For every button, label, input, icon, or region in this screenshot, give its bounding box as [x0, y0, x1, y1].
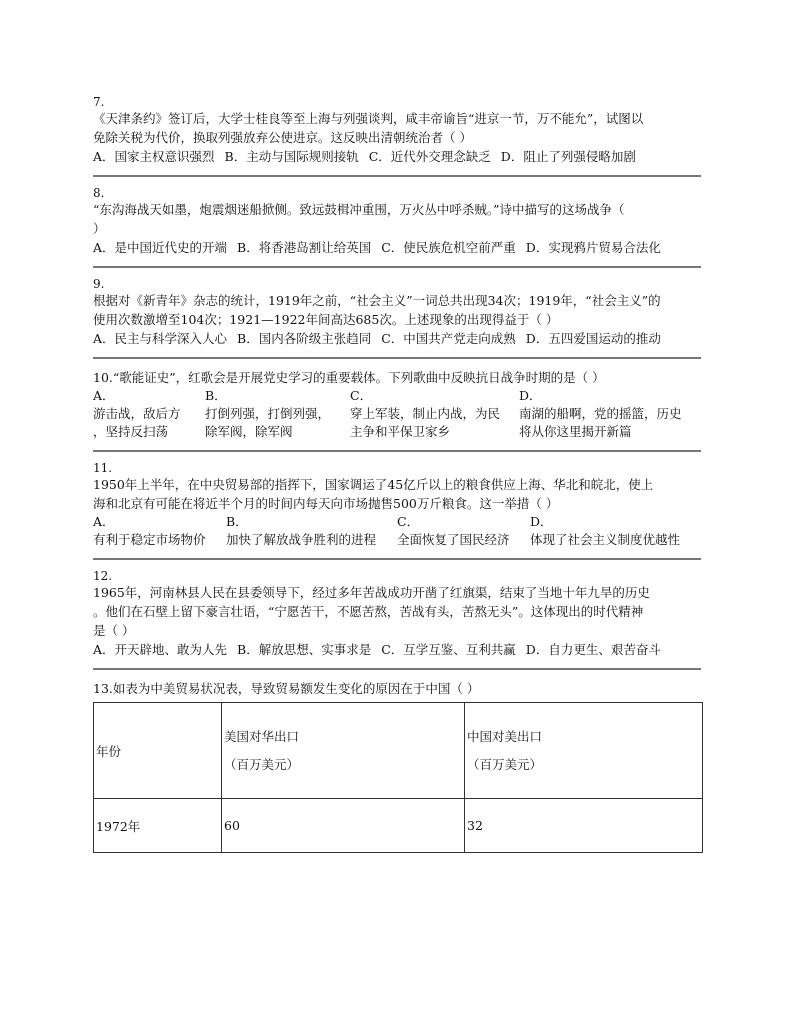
- option-a[interactable]: A．是中国近代史的开端: [93, 240, 228, 255]
- question-number: 7.: [93, 95, 105, 109]
- option-a[interactable]: [93, 513, 226, 549]
- header-line: （百万美元）: [467, 756, 543, 772]
- question-stem-line: 根据对《新青年》杂志的统计，1919年之前，“社会主义”一词总共出现34次；1919年，“社会主义”的: [93, 293, 661, 308]
- option-grid: [93, 387, 701, 441]
- question-10: [93, 368, 701, 441]
- option-d[interactable]: [519, 387, 682, 441]
- trade-table: [93, 702, 703, 853]
- option-c[interactable]: C．使民族危机空前严重: [381, 240, 516, 255]
- option-label: B．: [226, 514, 248, 529]
- question-stem-line: 是（ ）: [93, 623, 135, 638]
- exam-page: [93, 95, 701, 853]
- option-b[interactable]: B．国内各阶级主张趋同: [237, 331, 372, 346]
- question-7: [93, 95, 701, 166]
- option-text: 游击战，敌后方: [93, 406, 181, 421]
- option-d[interactable]: D．自力更生、艰苦奋斗: [525, 642, 661, 657]
- question-11: [93, 461, 701, 549]
- option-d[interactable]: D．五四爱国运动的推动: [525, 331, 661, 346]
- question-number: 8.: [93, 186, 105, 200]
- option-c[interactable]: [350, 387, 519, 441]
- option-label: B．: [205, 388, 227, 403]
- header-year: 年份: [94, 703, 222, 799]
- option-text: 将从你这里揭开新篇: [519, 424, 632, 439]
- option-row: [93, 329, 701, 348]
- divider: [93, 175, 701, 177]
- option-a[interactable]: A．国家主权意识强烈: [93, 149, 215, 164]
- option-row: [93, 238, 701, 257]
- option-c[interactable]: [397, 513, 530, 549]
- header-line: 美国对华出口: [224, 728, 300, 744]
- question-number: 9.: [93, 277, 105, 291]
- table-row: [94, 799, 703, 853]
- option-text: ，坚持反扫荡: [93, 424, 169, 439]
- question-stem-line: 1950年上半年，在中央贸易部的指挥下，国家调运了45亿斤以上的粮食供应上海、华北和皖北，使上: [93, 477, 654, 492]
- option-d[interactable]: D．阻止了列强侵略加剧: [500, 149, 636, 164]
- option-c[interactable]: C．互学互鉴、互利共赢: [381, 642, 516, 657]
- question-13: [93, 679, 701, 853]
- option-text: 打倒列强，打倒列强，: [205, 406, 331, 421]
- option-text: 除军阀，除军阀: [205, 424, 293, 439]
- question-stem-line: 海和北京有可能在将近半个月的时间内每天向市场抛售500万斤粮食。这一举措（ ）: [93, 496, 559, 511]
- table-header-row: [94, 703, 703, 799]
- option-label: A．: [93, 388, 115, 403]
- option-text: 主争和平保卫家乡: [350, 424, 451, 439]
- question-stem-line: ）: [93, 221, 106, 236]
- question-stem-line: 使用次数激增至104次；1921—1922年间高达685次。上述现象的出现得益于（ ）: [93, 312, 559, 327]
- divider: [93, 558, 701, 560]
- question-stem-line: 。他们在石壁上留下豪言壮语，“宁愿苦干，不愿苦熬，苦战有头，苦熬无头”。这体现出的时代精神: [93, 604, 644, 619]
- cell-year: 1972年: [94, 799, 222, 853]
- question-number: 11.: [93, 461, 113, 475]
- option-text: 穿上军装，制止内战，为民: [350, 406, 501, 421]
- option-b[interactable]: [205, 387, 350, 441]
- option-label: A．: [93, 514, 115, 529]
- divider: [93, 357, 701, 359]
- option-grid: [93, 513, 701, 549]
- option-b[interactable]: B．将香港岛割让给英国: [237, 240, 372, 255]
- question-stem-line: 《天津条约》签订后，大学士桂良等至上海与列强谈判，咸丰帝谕旨“进京一节，万不能允”，试图以: [93, 111, 644, 126]
- option-text: 全面恢复了国民经济: [397, 532, 510, 547]
- option-a[interactable]: A．民主与科学深入人心: [93, 331, 228, 346]
- option-c[interactable]: C．近代外交理念缺乏: [368, 149, 491, 164]
- option-row: [93, 147, 701, 166]
- option-d[interactable]: [530, 513, 680, 549]
- header-us-export: [222, 703, 465, 799]
- question-stem-line: “东沟海战天如墨，炮震烟迷船掀侧。致远鼓楫冲重围，万火丛中呼杀贼。”诗中描写的这场战争（: [93, 202, 625, 217]
- option-label: D．: [519, 388, 542, 403]
- option-a[interactable]: [93, 387, 205, 441]
- divider: [93, 668, 701, 670]
- question-stem-line: 10.“歌能证史”，红歌会是开展党史学习的重要载体。下列歌曲中反映抗日战争时期的是（ ）: [93, 370, 605, 385]
- question-number: 12.: [93, 569, 113, 583]
- question-9: [93, 277, 701, 348]
- option-text: 南湖的船啊，党的摇篮，历史: [519, 406, 682, 421]
- divider: [93, 450, 701, 452]
- option-label: C．: [350, 388, 373, 403]
- option-c[interactable]: C．中国共产党走向成熟: [381, 331, 516, 346]
- question-12: [93, 569, 701, 659]
- option-text: 有利于稳定市场物价: [93, 532, 206, 547]
- option-label: C．: [397, 514, 420, 529]
- option-b[interactable]: B．解放思想、实事求是: [237, 642, 372, 657]
- header-cn-export: [465, 703, 703, 799]
- option-text: 加快了解放战争胜利的进程: [226, 532, 377, 547]
- header-line: 中国对美出口: [467, 728, 543, 744]
- divider: [93, 266, 701, 268]
- option-d[interactable]: D．实现鸦片贸易合法化: [525, 240, 661, 255]
- question-8: [93, 186, 701, 257]
- option-row: [93, 640, 701, 659]
- option-b[interactable]: [226, 513, 397, 549]
- option-text: 体现了社会主义制度优越性: [530, 532, 681, 547]
- option-a[interactable]: A．开天辟地、敢为人先: [93, 642, 228, 657]
- option-b[interactable]: B．主动与国际规则接轨: [224, 149, 359, 164]
- header-line: （百万美元）: [224, 756, 300, 772]
- option-label: D．: [530, 514, 553, 529]
- question-stem-line: 1965年，河南林县人民在县委领导下，经过多年苦战成功开凿了红旗渠，结束了当地十年九旱的历史: [93, 585, 650, 600]
- cell-cn-export: 32: [465, 799, 703, 853]
- question-stem-line: 免除关税为代价，换取列强放弃公使进京。这反映出清朝统治者（ ）: [93, 130, 472, 145]
- cell-us-export: 60: [222, 799, 465, 853]
- question-stem-line: 13.如表为中美贸易状况表，导致贸易额发生变化的原因在于中国（ ）: [93, 681, 480, 696]
